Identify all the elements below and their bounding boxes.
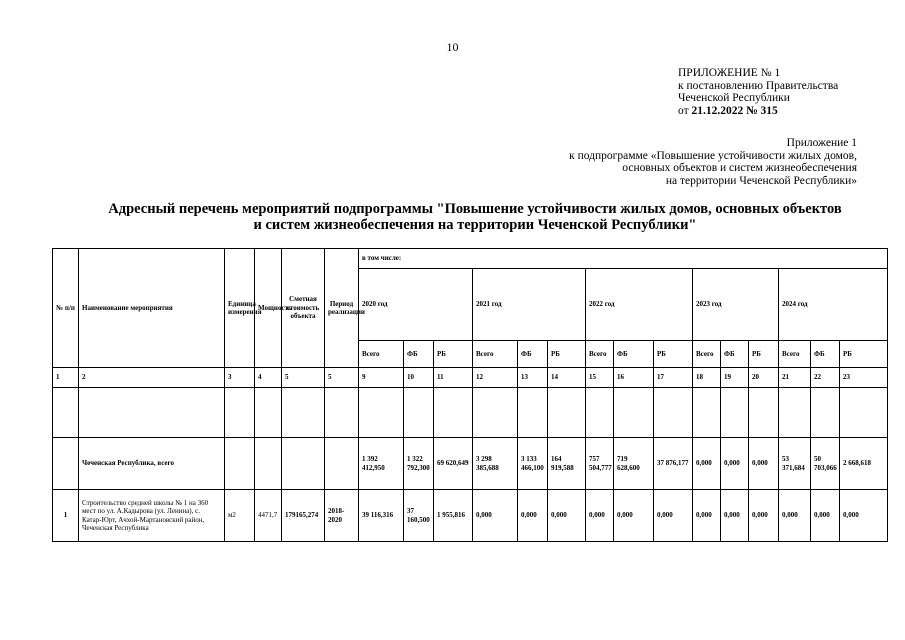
total-num-cell — [53, 438, 79, 490]
column-number-cell: 12 — [473, 368, 518, 388]
annex-sub-line3: основных объектов и систем жизнеобеспечения — [622, 162, 857, 174]
header-sub-rb: РБ — [654, 341, 693, 368]
header-sub-total: Всего — [359, 341, 404, 368]
column-number-cell: 13 — [518, 368, 548, 388]
total-value-cell: 719 628,600 — [614, 438, 654, 490]
column-number-cell: 22 — [811, 368, 840, 388]
column-number-cell: 5 — [325, 368, 359, 388]
header-sub-fb: ФБ — [614, 341, 654, 368]
row-unit: м2 — [225, 490, 255, 542]
row-value-cell: 0,000 — [840, 490, 888, 542]
row-value-cell: 0,000 — [693, 490, 721, 542]
column-number-cell: 21 — [779, 368, 811, 388]
empty-cell — [614, 388, 654, 438]
document-title-line2: и систем жизнеобеспечения на территории Чеченской Республики" — [253, 217, 697, 233]
header-sub-fb: ФБ — [721, 341, 749, 368]
header-sub-fb: ФБ — [404, 341, 434, 368]
annex-main-line1: ПРИЛОЖЕНИЕ № 1 — [678, 67, 781, 79]
total-value-cell: 2 668,618 — [840, 438, 888, 490]
empty-cell — [473, 388, 518, 438]
total-row — [53, 438, 888, 490]
header-including: в том числе: — [359, 249, 888, 269]
header-sub-rb: РБ — [749, 341, 779, 368]
total-label: Чеченская Республика, всего — [79, 438, 225, 490]
empty-cell — [548, 388, 586, 438]
row-value-cell: 0,000 — [548, 490, 586, 542]
total-value-cell: 37 876,177 — [654, 438, 693, 490]
total-period-cell — [325, 438, 359, 490]
row-value-cell: 0,000 — [721, 490, 749, 542]
annex-sub-block — [569, 137, 857, 187]
row-name: Строительство средней школы № 1 на 360 мест по ул. А.Кадырова (ул. Ленина), с. Катар-Юрт, Ачхой-Мартановский район, Чеченская Республика — [79, 490, 225, 542]
header-period: Период реализации — [325, 249, 359, 368]
total-value-cell: 3 298 385,688 — [473, 438, 518, 490]
header-sub-total: Всего — [693, 341, 721, 368]
header-sub-total: Всего — [779, 341, 811, 368]
header-row-1 — [53, 249, 888, 269]
document-title — [80, 201, 870, 233]
header-cost: Сметная стоимость объекта — [282, 249, 325, 368]
row-value-cell: 0,000 — [614, 490, 654, 542]
column-number-cell: 1 — [53, 368, 79, 388]
column-number-cell: 4 — [255, 368, 282, 388]
column-number-cell: 11 — [434, 368, 473, 388]
row-value-cell: 0,000 — [779, 490, 811, 542]
column-number-cell: 14 — [548, 368, 586, 388]
column-number-row — [53, 368, 888, 388]
column-number-cell: 17 — [654, 368, 693, 388]
empty-cell — [404, 388, 434, 438]
empty-cell — [53, 388, 79, 438]
row-num: 1 — [53, 490, 79, 542]
empty-cell — [749, 388, 779, 438]
annex-main-line2: к постановлению Правительства — [678, 79, 839, 92]
header-year-2023: 2023 год — [693, 269, 779, 341]
annex-sub-line1: Приложение 1 — [786, 137, 857, 149]
header-sub-rb: РБ — [548, 341, 586, 368]
column-number-cell: 18 — [693, 368, 721, 388]
total-value-cell: 3 133 466,100 — [518, 438, 548, 490]
row-value-cell: 0,000 — [518, 490, 548, 542]
column-number-cell: 20 — [749, 368, 779, 388]
header-sub-fb: ФБ — [518, 341, 548, 368]
total-value-cell: 50 703,066 — [811, 438, 840, 490]
annex-main-date-prefix: от — [678, 104, 692, 117]
empty-cell — [79, 388, 225, 438]
annex-sub-line2: к подпрограмме «Повышение устойчивости жилых домов, — [569, 149, 857, 162]
column-number-cell: 2 — [79, 368, 225, 388]
row-value-cell: 37 160,500 — [404, 490, 434, 542]
events-table — [52, 248, 888, 542]
column-number-cell: 23 — [840, 368, 888, 388]
row-capacity: 4471,7 — [255, 490, 282, 542]
column-number-cell: 3 — [225, 368, 255, 388]
header-year-2021: 2021 год — [473, 269, 586, 341]
header-sub-total: Всего — [473, 341, 518, 368]
total-value-cell: 1 392 412,950 — [359, 438, 404, 490]
total-value-cell: 164 919,588 — [548, 438, 586, 490]
empty-cell — [225, 388, 255, 438]
total-capacity-cell — [255, 438, 282, 490]
empty-cell — [586, 388, 614, 438]
column-number-cell: 5 — [282, 368, 325, 388]
column-number-cell: 9 — [359, 368, 404, 388]
row-value-cell: 0,000 — [749, 490, 779, 542]
total-value-cell: 757 504,777 — [586, 438, 614, 490]
empty-cell — [721, 388, 749, 438]
empty-cell — [325, 388, 359, 438]
header-sub-rb: РБ — [434, 341, 473, 368]
empty-row — [53, 388, 888, 438]
total-unit-cell — [225, 438, 255, 490]
empty-cell — [282, 388, 325, 438]
empty-cell — [255, 388, 282, 438]
table-row — [53, 490, 888, 542]
header-sub-rb: РБ — [840, 341, 888, 368]
empty-cell — [840, 388, 888, 438]
header-year-2022: 2022 год — [586, 269, 693, 341]
total-value-cell: 69 620,649 — [434, 438, 473, 490]
empty-cell — [779, 388, 811, 438]
header-name: Наименование мероприятия — [79, 249, 225, 368]
row-value-cell: 0,000 — [586, 490, 614, 542]
total-cost-cell — [282, 438, 325, 490]
column-number-cell: 16 — [614, 368, 654, 388]
row-value-cell: 0,000 — [473, 490, 518, 542]
total-value-cell: 53 371,684 — [779, 438, 811, 490]
row-value-cell: 0,000 — [654, 490, 693, 542]
row-value-cell: 1 955,816 — [434, 490, 473, 542]
column-number-cell: 19 — [721, 368, 749, 388]
header-sub-fb: ФБ — [811, 341, 840, 368]
empty-cell — [359, 388, 404, 438]
header-capacity: Мощность — [255, 249, 282, 368]
annex-main-date: 21.12.2022 № 315 — [691, 104, 778, 117]
total-value-cell: 0,000 — [749, 438, 779, 490]
row-cost: 179165,274 — [282, 490, 325, 542]
header-year-2024: 2024 год — [779, 269, 888, 341]
empty-cell — [434, 388, 473, 438]
column-number-cell: 10 — [404, 368, 434, 388]
header-num: № п/п — [53, 249, 79, 368]
total-value-cell: 1 322 792,300 — [404, 438, 434, 490]
header-sub-total: Всего — [586, 341, 614, 368]
empty-cell — [654, 388, 693, 438]
header-unit: Единица измерения — [225, 249, 255, 368]
annex-main-line4 — [678, 105, 838, 118]
row-value-cell: 0,000 — [811, 490, 840, 542]
annex-sub-line4: на территории Чеченской Республики» — [665, 174, 857, 187]
document-title-line1: Адресный перечень мероприятий подпрограммы "Повышение устойчивости жилых домов, основных объектов — [108, 201, 842, 217]
empty-cell — [518, 388, 548, 438]
empty-cell — [811, 388, 840, 438]
row-value-cell: 39 116,316 — [359, 490, 404, 542]
total-value-cell: 0,000 — [693, 438, 721, 490]
total-value-cell: 0,000 — [721, 438, 749, 490]
column-number-cell: 15 — [586, 368, 614, 388]
annex-main-block — [678, 67, 838, 117]
header-year-2020: 2020 год — [359, 269, 473, 341]
page-number: 10 — [446, 40, 459, 54]
annex-main-line3: Чеченской Республики — [678, 92, 790, 104]
row-period: 2018-2020 — [325, 490, 359, 542]
empty-cell — [693, 388, 721, 438]
